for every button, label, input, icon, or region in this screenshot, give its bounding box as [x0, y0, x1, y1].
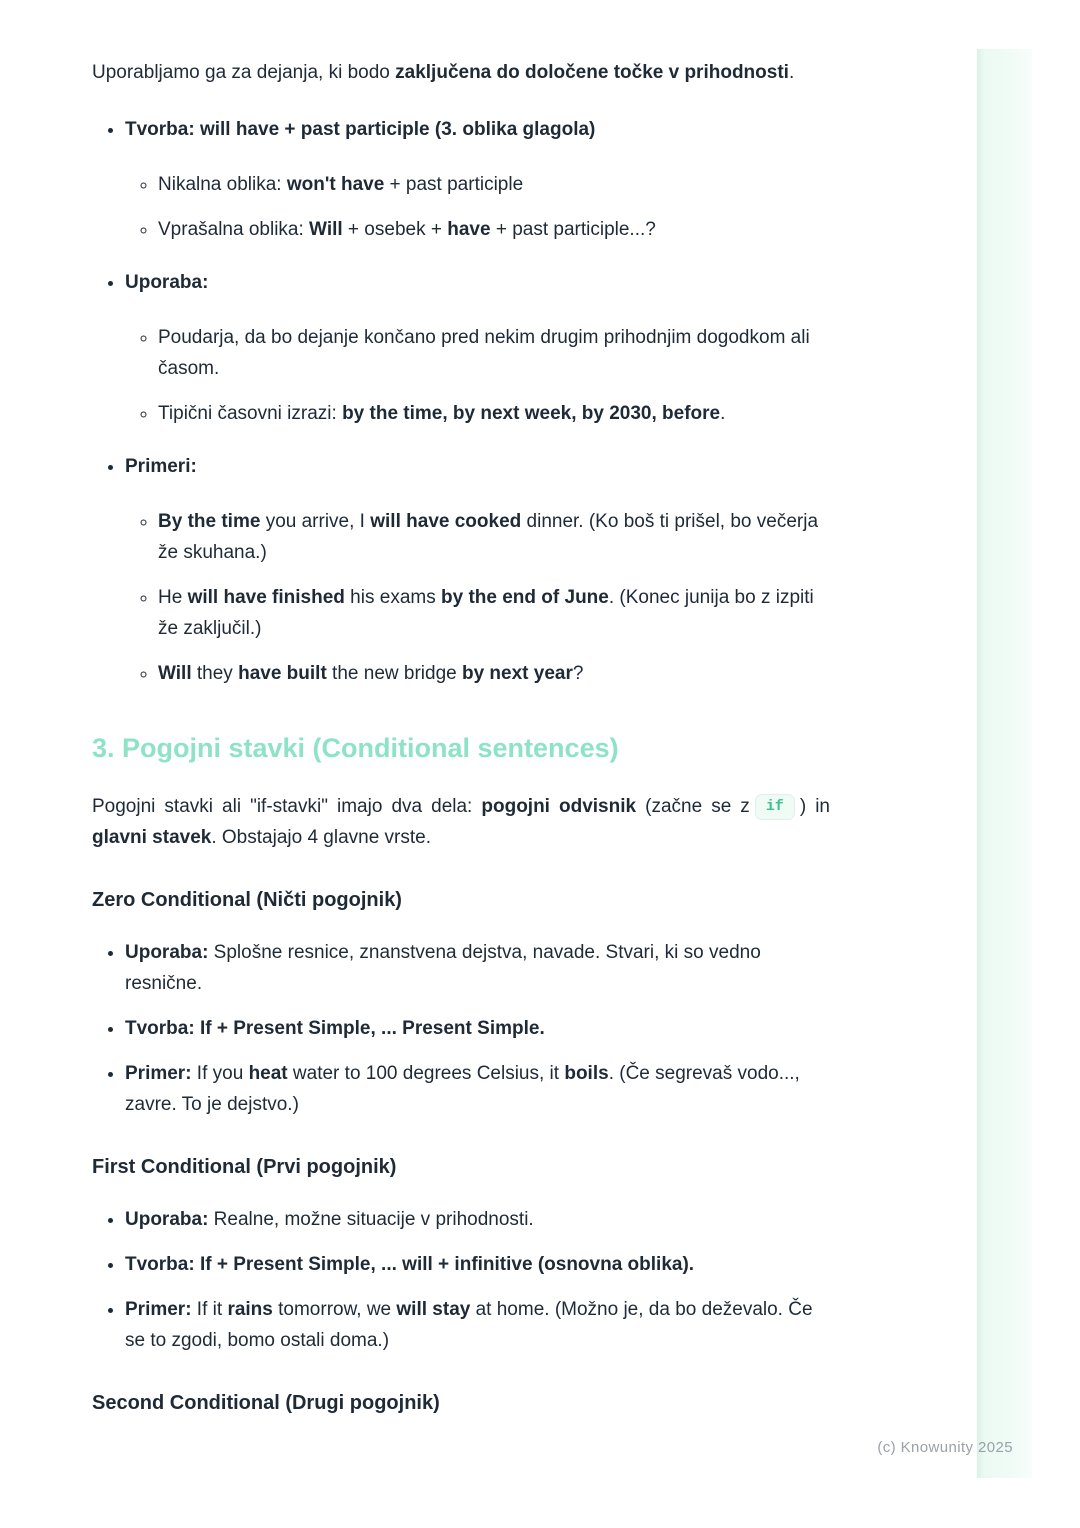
second-conditional-title: Second Conditional (Drugi pogojnik)	[92, 1392, 440, 1414]
list-item: • Primer: If you heat water to 100 degrees Celsius, it boils. (Če segrevaš vodo..., zavre. To je dejstvo.)	[125, 1058, 830, 1120]
list-item: • Primer: If it rains tomorrow, we will stay at home. (Možno je, da bo deževalo. Če se to zgodi, bomo ostali doma.)	[125, 1294, 830, 1356]
future-perfect-list	[92, 114, 830, 689]
sub-list-item: ◦ Nikalna oblika: won't have + past participle	[158, 169, 830, 200]
list-item: • Uporaba: Splošne resnice, znanstvena dejstva, navade. Stvari, ki so vedno resnične.	[125, 937, 830, 999]
list-item-label: Uporaba:	[125, 272, 209, 293]
first-conditional-list	[92, 1204, 830, 1356]
tvorba-sublist	[125, 169, 830, 245]
uporaba-sublist	[125, 322, 830, 429]
list-item-primeri	[125, 451, 830, 689]
sub-list-item: ◦ Will they have built the new bridge by next year?	[158, 658, 830, 689]
conditionals-heading: 3. Pogojni stavki (Conditional sentences)	[92, 733, 619, 763]
conditionals-intro: Pogojni stavki ali "if-stavki" imajo dva dela: pogojni odvisnik (začne se z if ) in glavni stavek. Obstajajo 4 glavne vrste.	[92, 796, 830, 848]
zero-conditional-title: Zero Conditional (Ničti pogojnik)	[92, 889, 402, 911]
copyright-notice: (c) Knowunity 2025	[877, 1439, 1013, 1456]
sub-list-item: ◦ Poudarja, da bo dejanje končano pred nekim drugim prihodnjim dogodkom ali časom.	[158, 322, 830, 384]
list-item-label: Primeri:	[125, 456, 197, 477]
list-item-tvorba	[125, 114, 830, 245]
future-perfect-intro: Uporabljamo ga za dejanja, ki bodo zaključena do določene točke v prihodnosti.	[92, 62, 795, 83]
if-code-badge: if	[755, 794, 795, 820]
zero-conditional-list	[92, 937, 830, 1120]
list-item: • Uporaba: Realne, možne situacije v prihodnosti.	[125, 1204, 830, 1235]
list-item-label: Tvorba: will have + past participle (3. oblika glagola)	[125, 119, 596, 140]
primeri-sublist	[125, 506, 830, 689]
document-content	[92, 57, 830, 1440]
sub-list-item: ◦ By the time you arrive, I will have cooked dinner. (Ko boš ti prišel, bo večerja že skuhana.)	[158, 506, 830, 568]
page-edge-gradient	[977, 49, 1032, 1478]
list-item: • Tvorba: If + Present Simple, ... Present Simple.	[125, 1013, 830, 1044]
list-item-uporaba	[125, 267, 830, 429]
sub-list-item: ◦ Tipični časovni izrazi: by the time, by next week, by 2030, before.	[158, 398, 830, 429]
sub-list-item: ◦ He will have finished his exams by the end of June. (Konec junija bo z izpiti že zaključil.)	[158, 582, 830, 644]
sub-list-item: ◦ Vprašalna oblika: Will + osebek + have + past participle...?	[158, 214, 830, 245]
list-item: • Tvorba: If + Present Simple, ... will + infinitive (osnovna oblika).	[125, 1249, 830, 1280]
first-conditional-title: First Conditional (Prvi pogojnik)	[92, 1156, 397, 1178]
